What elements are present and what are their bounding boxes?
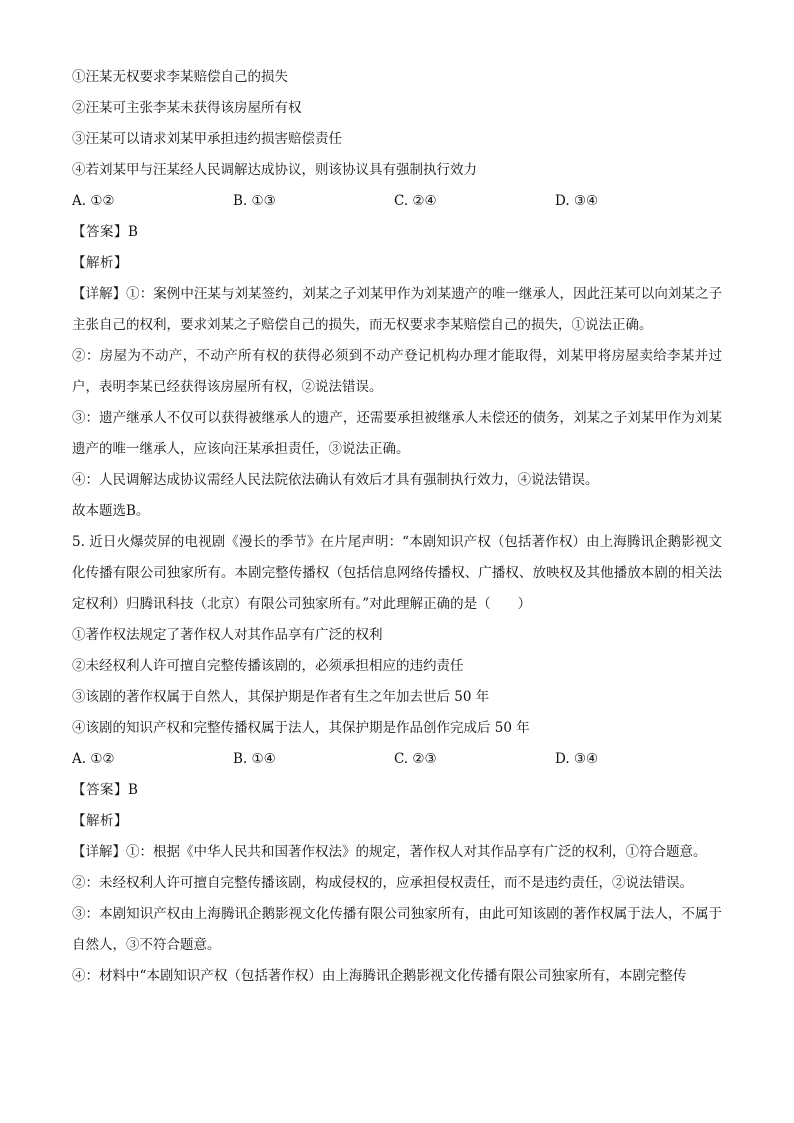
q4-statement-4: ④若刘某甲与汪某经人民调解达成协议，则该协议具有强制执行效力	[72, 162, 477, 178]
q4-detail-3: ③：遗产继承人不仅可以获得被继承人的遗产，还需要承担被继承人未偿还的债务，刘某之子刘某甲作为刘某遗产的唯一继承人，应该向汪某承担责任，③说法正确。	[72, 410, 722, 457]
document-page	[72, 62, 722, 992]
q5-statement-3: ③该剧的著作权属于自然人，其保护期是作者有生之年加去世后 50 年	[72, 689, 490, 705]
q5-stem: 5. 近日火爆荧屏的电视剧《漫长的季节》在片尾声明：“本剧知识产权（包括著作权）由上海腾讯企鹅影视文化传播有限公司独家所有。本剧完整传播权（包括信息网络传播权、广播权、放映权及其他播放本剧的相关法定权利）归腾讯科技（北京）有限公司独家所有。”对此理解正确的是（ ）	[72, 534, 722, 612]
q5-detail-2: ②：未经权利人许可擅自完整传播该剧，构成侵权的，应承担侵权责任，而不是违约责任，②说法错误。	[72, 875, 693, 891]
q5-analysis-label: 【解析】	[72, 813, 128, 829]
q4-answer: 【答案】B	[72, 224, 139, 240]
q5-detail-1: 【详解】①：根据《中华人民共和国著作权法》的规定，著作权人对其作品享有广泛的权利，①符合题意。	[72, 844, 707, 860]
q5-statement-4: ④该剧的知识产权和完整传播权属于法人，其保护期是作品创作完成后 50 年	[72, 720, 530, 736]
q5-option-a: A. ①②	[72, 751, 115, 767]
q4-options	[72, 186, 722, 217]
q4-statement-list	[72, 62, 722, 186]
q5-option-d: D. ③④	[555, 751, 599, 767]
q5-statement-2: ②未经权利人许可擅自完整传播该剧的，必须承担相应的违约责任	[72, 658, 464, 674]
q4-detail-2: ②：房屋为不动产，不动产所有权的获得必须到不动产登记机构办理才能取得，刘某甲将房屋卖给李某并过户，表明李某已经获得该房屋所有权，②说法错误。	[72, 348, 722, 395]
q4-option-a: A. ①②	[72, 193, 115, 209]
q5-statement-1: ①著作权法规定了著作权人对其作品享有广泛的权利	[72, 627, 383, 643]
q5-option-c: C. ②③	[394, 751, 437, 767]
q4-statement-1: ①汪某无权要求李某赔偿自己的损失	[72, 69, 288, 85]
q5-detail-3: ③：本剧知识产权由上海腾讯企鹅影视文化传播有限公司独家所有，由此可知该剧的著作权属于法人，不属于自然人，③不符合题意。	[72, 906, 722, 953]
q4-option-d: D. ③④	[555, 193, 599, 209]
q4-statement-3: ③汪某可以请求刘某甲承担违约损害赔偿责任	[72, 131, 342, 147]
q4-detail-4: ④：人民调解达成协议需经人民法院依法确认有效后才具有强制执行效力，④说法错误。	[72, 472, 599, 488]
q5-answer: 【答案】B	[72, 782, 139, 798]
q4-option-c: C. ②④	[394, 193, 437, 209]
q5-option-b: B. ①④	[233, 751, 276, 767]
q5-options	[72, 744, 722, 775]
q4-conclusion: 故本题选B。	[72, 503, 150, 519]
q5-statement-list	[72, 620, 722, 744]
q4-option-b: B. ①③	[233, 193, 276, 209]
q5-detail-4: ④：材料中“本剧知识产权（包括著作权）由上海腾讯企鹅影视文化传播有限公司独家所有，本剧完整传	[72, 968, 687, 984]
q4-detail-1: 【详解】①：案例中汪某与刘某签约，刘某之子刘某甲作为刘某遗产的唯一继承人，因此汪某可以向刘某之子主张自己的权利，要求刘某之子赔偿自己的损失，而无权要求李某赔偿自己的损失，①说法正确。	[72, 286, 722, 333]
q4-statement-2: ②汪某可主张李某未获得该房屋所有权	[72, 100, 302, 116]
q4-analysis-label: 【解析】	[72, 255, 128, 271]
